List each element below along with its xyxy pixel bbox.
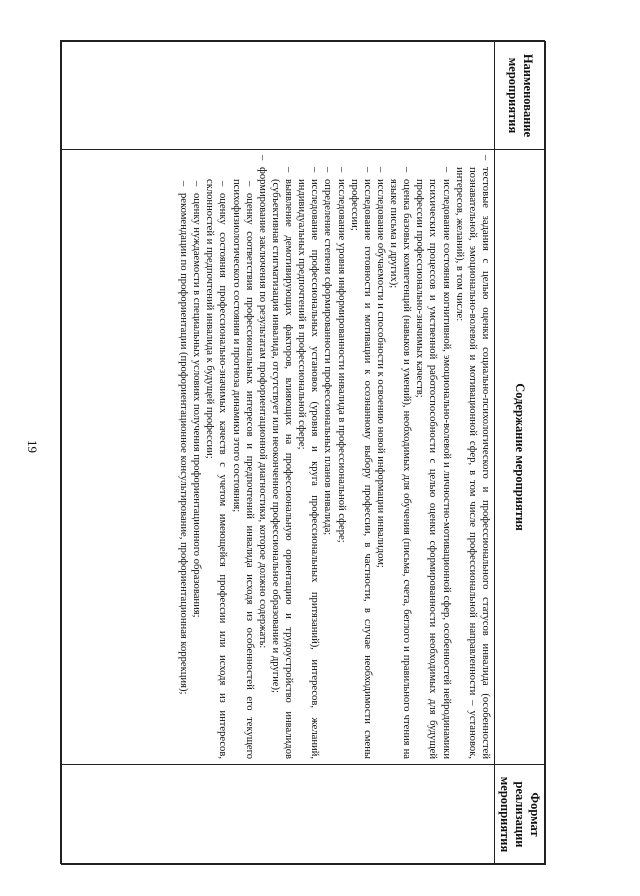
list-item: – тестовые задания с целью оценки социально-психологического и профессионального статусов инвалида (особенностей познавательной, эмоционально-волевой и мотивационной сфер, в том числе профессиональной направленности – установок, интересов, желаний), в том числе: [453,155,492,759]
list-item: – определение степени сформированности профессиональных планов инвалида; [321,155,334,759]
list-item: – формирование заключения по результатам профориентационной диагностики, которое должно содержать: [256,155,269,759]
table-row [62,42,495,865]
cell-activity-name [62,42,495,150]
list-item: – исследование обучаемости и способности к освоению новой информации инвалидом; [374,155,387,759]
list-item: – выявление демотивирующих факторов, влияющих на профессиональную ориентацию и трудоустройство инвалидов (субъективная стигматизация инвалида, отсутствует или неоконченное профессиональное образование и другие); [269,155,295,759]
list-item: – оценка базовых компетенций (навыков и умений), необходимых для обучения (письма, счета, беглого и правильного чтения на языке письма и других); [387,155,413,759]
table-header-row [495,42,546,865]
table-frame [60,40,545,864]
list-item: – исследование состояния когнитивной, эмоционально-волевой и личностно-мотивационной сфер, особенностей нейродинамики психических процессов и умственной работоспособности с целью оценки сформированности необходимых для будущей профессии профессионально-значимых качеств; [413,155,452,759]
cell-activity-format [62,765,495,865]
header-activity-format: Формат реализации мероприятия [495,765,546,865]
list-item: – оценку соответствия профессиональных интересов и предпочтений инвалида исходя из особенностей его текущего психофизиологического состояния и прогноза динамики этого состояния; [230,155,256,759]
header-activity-name: Наименование мероприятия [495,42,546,150]
list-item: – оценку нуждаемости в специальных условиях получения профориентационного образования; [190,155,203,759]
list-item: – оценку состояния профессионально-значимых качеств с учетом имеющейся профессии или исходя из интересов, склонностей и предпочтений инвалида к будущей профессии; [203,155,229,759]
header-activity-content: Содержание мероприятия [495,150,546,765]
cell-activity-content [62,150,495,765]
list-item: – исследование готовности и мотивации к осознанному выбору профессии, в частности, в случае необходимости смены профессии; [348,155,374,759]
content-list [177,155,492,759]
rotated-table-container [61,41,546,865]
list-item: – рекомендации по профориентации (профориентационное консультирование, профориентационная коррекция); [177,155,190,759]
list-item: – исследование уровня информированности инвалида в профессиональной сфере; [335,155,348,759]
activities-table [61,41,546,865]
page-number: 19 [25,440,40,453]
list-item: – исследование профессиональных установок (уровня и круга профессиональных притязаний), интересов, желаний, индивидуальных предпочтений в профессиональной сфере; [295,155,321,759]
